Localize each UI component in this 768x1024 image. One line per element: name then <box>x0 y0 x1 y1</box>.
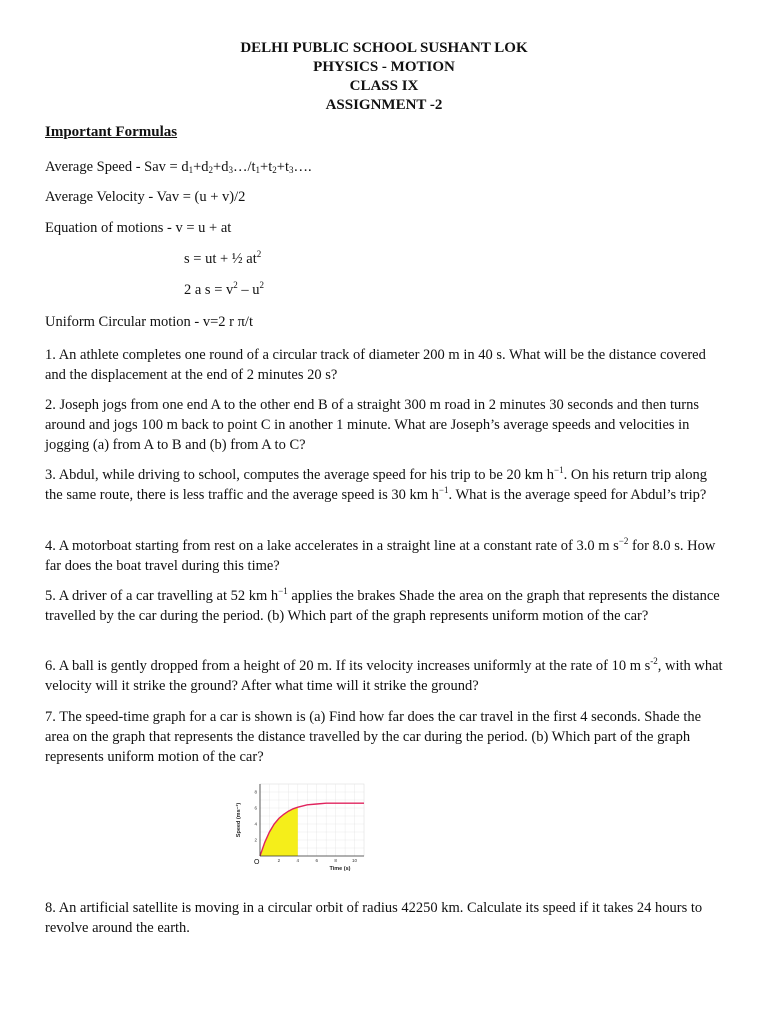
question-5: 5. A driver of a car travelling at 52 km $h^{-1}$ applies the brakes Shade the area on the graph that represents the distance travelled by the car during the period. (b) Which part of the graph represents uniform motion of the car? <box>45 586 720 624</box>
question-2: 2. Joseph jogs from one end A to the other end B of a straight 300 m road in 2 minutes 30 seconds and then turns around and jogs 100 m back to point C in another 1 minute. What are Joseph’s average speeds and velocities in jogging (a) from A to B and (b) from A to C? <box>45 397 700 453</box>
formula-equation-2: s = ut + ½ $at^2$ <box>184 249 262 267</box>
class-title: CLASS IX <box>349 78 419 94</box>
question-8: 8. An artificial satellite is moving in a circular orbit of radius 42250 km. Calculate its speed if it takes 24 hours to revolve around the earth. <box>45 900 703 936</box>
y-tick-label: 8 <box>254 789 257 795</box>
document-header <box>0 39 768 115</box>
formula-equation-1: Equation of motions - v = u + at <box>45 220 232 236</box>
x-tick-label: 8 <box>334 858 337 863</box>
x-tick-label: 6 <box>315 858 318 863</box>
speed-time-graph <box>230 780 370 876</box>
formula-average-velocity: Average Velocity - Vav = (u + v)/2 <box>45 189 246 205</box>
question-4: 4. A motorboat starting from rest on a lake accelerates in a straight line at a constant rate of 3.0 m $s^{-2}$ for 8.0 s. How far does the boat travel during this time? <box>45 536 716 574</box>
formula-average-speed: Average Speed - Sav = $d_1+d_2+d_3\dots/t_1+t_2+t_3\dots$. <box>45 159 312 175</box>
question-3: 3. Abdul, while driving to school, computes the average speed for his trip to be 20 km $h^{-1}$. On his return trip along the same route, there is less traffic and the average speed is 30 km $h^{-1}$. What is the average speed for Abdul’s trip? <box>45 465 707 503</box>
formula-equation-3: 2 a $s = v^2 - u^2$ <box>184 280 265 298</box>
y-axis-label: Speed (ms⁻¹) <box>236 802 242 838</box>
x-tick-labels <box>278 858 358 863</box>
y-tick-labels <box>254 790 257 843</box>
origin-label: O <box>254 859 260 866</box>
school-name: DELHI PUBLIC SCHOOL SUSHANT LOK <box>240 40 528 56</box>
x-tick-label: 10 <box>352 858 358 863</box>
formulas-heading: Important Formulas <box>45 124 178 140</box>
x-axis-label: Time (s) <box>329 866 351 872</box>
x-tick-label: 4 <box>296 858 300 863</box>
question-6: 6. A ball is gently dropped from a height of 20 m. If its velocity increases uniformly at the rate of 10 m $s^{-2}$, with what velocity will it strike the ground? After what time will it strike the ground? <box>45 656 723 694</box>
subject-title: PHYSICS - MOTION <box>313 59 455 75</box>
question-7: 7. The speed-time graph for a car is shown is (a) Find how far does the car travel in the first 4 seconds. Shade the area on the graph that represents the distance travelled by the car during the period. (b) Which part of the graph represents uniform motion of the car? <box>45 709 702 765</box>
y-tick-label: 6 <box>254 805 257 811</box>
question-1: 1. An athlete completes one round of a circular track of diameter 200 m in 40 s. What will be the distance covered and the displacement at the end of 2 minutes 20 s? <box>45 347 706 383</box>
x-tick-label: 2 <box>277 858 281 863</box>
formula-circular-motion: Uniform Circular motion - v=2 r π/t <box>45 314 253 330</box>
y-tick-label: 2 <box>254 837 257 843</box>
assignment-title: ASSIGNMENT -2 <box>325 97 443 113</box>
y-tick-label: 4 <box>254 821 257 827</box>
